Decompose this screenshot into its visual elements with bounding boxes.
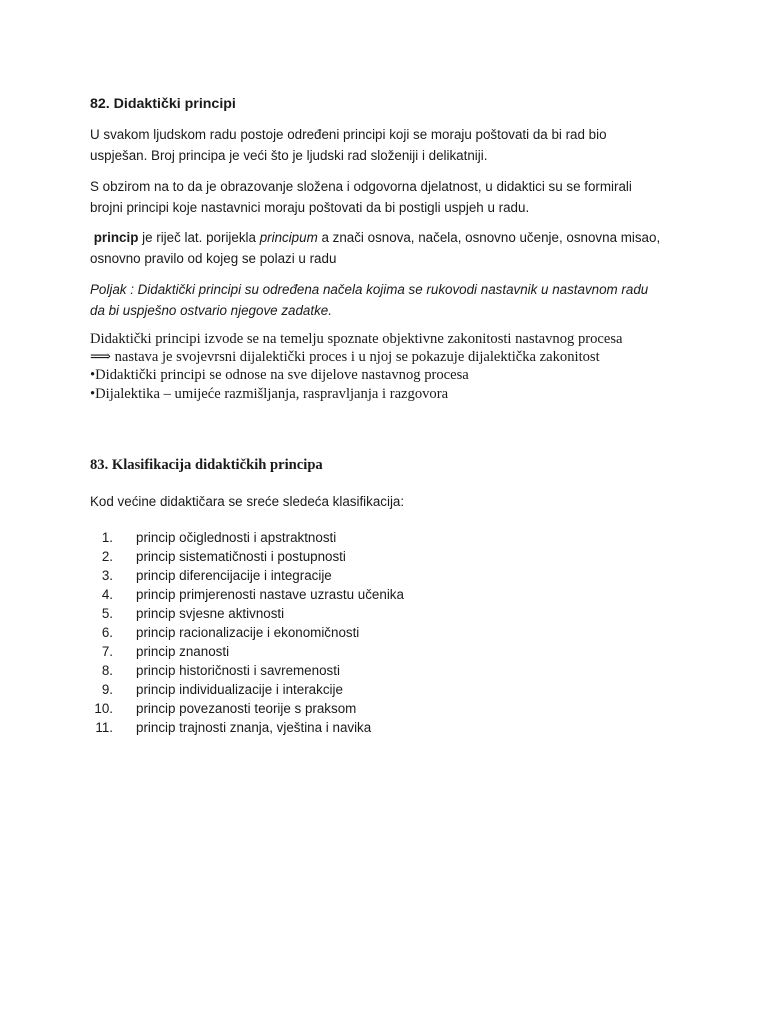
latin-term: principum (259, 230, 318, 245)
quote-line-1: Poljak : Didaktički principi su određena načela kojima se rukovodi nastavnik u nastavnom radu (90, 282, 649, 297)
poljak-quote (90, 280, 690, 321)
serif-line-2: ⟹ nastava je svojevrsni dijalektički proces i u njoj se pokazuje dijalektička zakonitost (90, 349, 600, 366)
paragraph-1-line-1: U svakom ljudskom radu postoje određeni principi koji se moraju poštovati da bi rad bio (90, 127, 607, 142)
section-82-heading: 82. Didaktički principi (90, 96, 236, 112)
term-princip: princip (93, 230, 139, 245)
serif-line-3: •Didaktički principi se odnose na sve dijelove nastavnog procesa (90, 367, 469, 384)
paragraph-3-text-a: je riječ lat. porijekla (138, 230, 260, 245)
document-page (90, 0, 690, 1024)
paragraph-3-line-1 (90, 228, 690, 249)
paragraph-2-line-1: S obzirom na to da je obrazovanje složena i odgovorna djelatnost, u didaktici su se formirali (90, 179, 632, 194)
paragraph-3-text-b: a znači osnova, načela, osnovno učenje, osnovna misao, (317, 230, 661, 245)
list-item: 7. princip znanosti (101, 644, 230, 659)
list-item: 8. princip historičnosti i savremenosti (101, 663, 340, 678)
serif-line-4: •Dijalektika – umijeće razmišljanja, raspravljanja i razgovora (90, 385, 449, 402)
list-item: 3. princip diferencijacije i integracije (101, 568, 332, 583)
principles-list (90, 528, 404, 737)
section-82-paragraph-3 (90, 228, 690, 269)
list-item: 9. princip individualizacije i interakcije (101, 682, 343, 697)
paragraph-2-line-2: brojni principi koje nastavnici moraju poštovati da bi postigli uspjeh u radu. (90, 199, 530, 215)
paragraph-3-line-2: osnovno pravilo od kojeg se polazi u radu (90, 250, 337, 266)
list-item: 1. princip očiglednosti i apstraktnosti (101, 530, 337, 545)
section-83-heading: 83. Klasifikacija didaktičkih principa (90, 457, 323, 473)
quote-line-2: da bi uspješno ostvario njegove zadatke. (90, 302, 332, 318)
list-item: 11. princip trajnosti znanja, vještina i navika (95, 720, 372, 735)
serif-line-1: Didaktički principi izvode se na temelju spoznate objektivne zakonitosti nastavnog procesa (90, 331, 623, 347)
serif-block (90, 330, 690, 403)
list-item: 10. princip povezanosti teorije s praksom (94, 701, 357, 716)
list-item: 2. princip sistematičnosti i postupnosti (101, 549, 346, 564)
list-item: 6. princip racionalizacije i ekonomičnosti (101, 625, 360, 640)
section-83-intro: Kod većine didaktičara se sreće sledeća klasifikacija: (90, 494, 405, 509)
section-82-paragraph-1 (90, 125, 690, 166)
list-item: 5. princip svjesne aktivnosti (101, 606, 285, 621)
list-item: 4. princip primjerenosti nastave uzrastu učenika (101, 587, 404, 602)
section-82-paragraph-2 (90, 177, 690, 218)
paragraph-1-line-2: uspješan. Broj principa je veći što je ljudski rad složeniji i delikatniji. (90, 147, 488, 163)
